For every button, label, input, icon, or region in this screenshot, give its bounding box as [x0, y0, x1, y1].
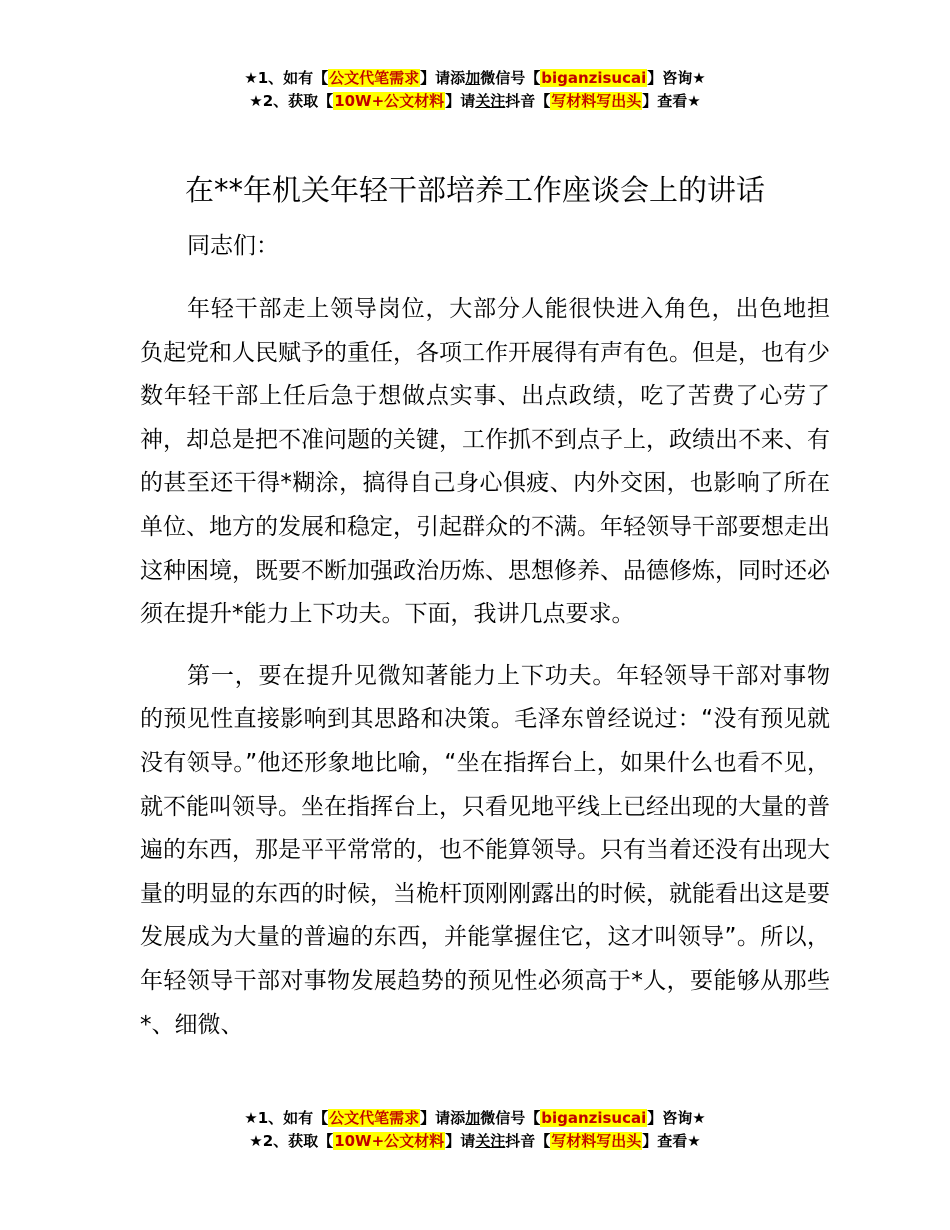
document-body	[140, 228, 830, 1065]
highlight-materials: 10W+公文材料	[334, 1132, 445, 1150]
highlight-service: 公文代笔需求	[329, 1109, 420, 1127]
promo-text: 】请	[445, 92, 476, 110]
promo-text: 】请添	[420, 69, 466, 87]
body-paragraph: 第一，要在提升见微知著能力上下功夫。年轻领导干部对事物的预见性直接影响到其思路和决策。毛泽东曾经说过：“没有预见就没有领导。”他还形象地比喻，“坐在指挥台上，如果什么也看不见，就不能叫领导。坐在指挥台上，只看见地平线上已经出现的大量的普遍的东西，那是平平常常的，也不能算领导。只有当着还没有出现大量的明显的东西的时候，当桅杆顶刚刚露出的时候，就能看出这是要发展成为大量的普遍的东西，并能掌握住它，这才叫领导”。所以，年轻领导干部对事物发展趋势的预见性必须高于*人，要能够从那些*、细微、	[140, 662, 830, 1038]
underlined-text: 关注	[475, 92, 506, 110]
highlight-douyin-account: 写材料写出头	[551, 1132, 642, 1150]
highlight-service: 公文代笔需求	[329, 69, 420, 87]
highlight-douyin-account: 写材料写出头	[551, 92, 642, 110]
promo-text: 】请添	[420, 1109, 466, 1127]
header-promo-banner	[0, 67, 950, 113]
promo-text: ★2、获取【	[249, 92, 334, 110]
promo-text: ★1、如有【	[244, 69, 329, 87]
promo-text: ★1、如有【	[244, 1109, 329, 1127]
underlined-text: 加	[465, 69, 481, 87]
promo-text: 】咨询★	[647, 1109, 706, 1127]
promo-line-2	[0, 1130, 950, 1153]
highlight-wechat-id: biganzisucai	[541, 69, 647, 87]
promo-text: 抖音【	[505, 1132, 551, 1150]
promo-text: 】查看★	[642, 1132, 701, 1150]
highlight-wechat-id: biganzisucai	[541, 1109, 647, 1127]
footer-promo-banner	[0, 1107, 950, 1153]
body-paragraph: 年轻干部走上领导岗位，大部分人能很快进入角色，出色地担负起党和人民赋予的重任，各项工作开展得有声有色。但是，也有少数年轻干部上任后急于想做点实事、出点政绩，吃了苦费了心劳了神，却总是把不准问题的关键，工作抓不到点子上，政绩出不来、有的甚至还干得*糊涂，搞得自己身心俱疲、内外交困，也影响了所在单位、地方的发展和稳定，引起群众的不满。年轻领导干部要想走出这种困境，既要不断加强政治历炼、思想修养、品德修炼，同时还必须在提升*能力上下功夫。下面，我讲几点要求。	[140, 296, 830, 628]
underlined-text: 关注	[475, 1132, 506, 1150]
promo-line-1	[0, 67, 950, 90]
greeting: 同志们：	[187, 233, 279, 259]
document-title: 在**年机关年轻干部培养工作座谈会上的讲话	[184, 173, 765, 207]
promo-text: ★2、获取【	[249, 1132, 334, 1150]
promo-text: 】请	[445, 1132, 476, 1150]
promo-text: 抖音【	[505, 92, 551, 110]
promo-text: 】查看★	[642, 92, 701, 110]
promo-text: 微信号【	[480, 69, 541, 87]
underlined-text: 加	[465, 1109, 481, 1127]
promo-text: 】咨询★	[647, 69, 706, 87]
promo-text: 微信号【	[480, 1109, 541, 1127]
promo-line-2	[0, 90, 950, 113]
highlight-materials: 10W+公文材料	[334, 92, 445, 110]
promo-line-1	[0, 1107, 950, 1130]
